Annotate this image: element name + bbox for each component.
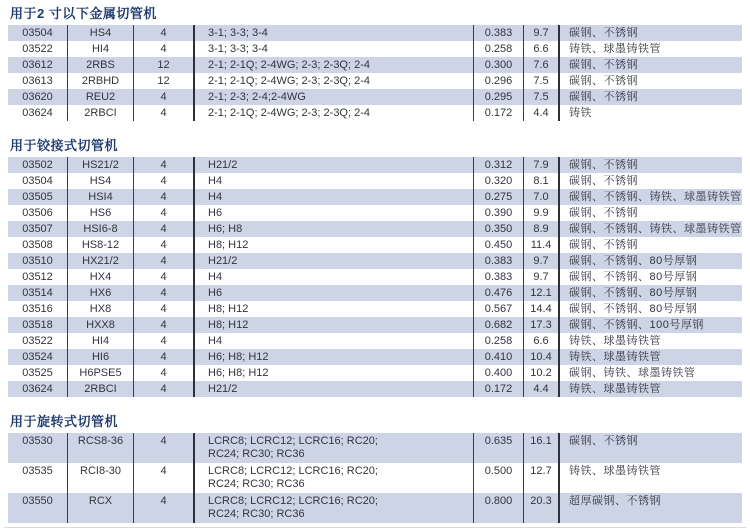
cell-weight-lb: 0.635 (473, 433, 523, 463)
cell-pack-qty: 4 (133, 105, 193, 121)
cell-model: HX8 (67, 301, 133, 317)
table-row (8, 365, 742, 381)
cell-model: 2RBHD (67, 73, 133, 89)
cell-fits-machines: LCRC8; LCRC12; LCRC16; RC20; RC24; RC30; RC36 (193, 433, 473, 463)
page-bottom-edge (4, 527, 746, 528)
table-row (8, 301, 742, 317)
cell-weight-lb: 0.300 (473, 57, 523, 73)
cell-weight-kg: 9.7 (523, 269, 558, 285)
cell-item-number: 03525 (22, 366, 53, 379)
table-row (8, 269, 742, 285)
table-row (8, 89, 742, 105)
table-section (8, 6, 742, 121)
table-row (8, 253, 742, 269)
cell-item-number: 03502 (22, 158, 53, 171)
cell-fits-machines: 3-1; 3-3; 3-4 (193, 41, 473, 57)
cell-pack-qty: 4 (133, 253, 193, 269)
cell-item-number: 03522 (22, 42, 53, 55)
cell-materials: 碳钢、不锈钢 (558, 157, 742, 173)
cell-fits-machines: 2-1; 2-1Q; 2-4WG; 2-3; 2-3Q; 2-4 (193, 73, 473, 89)
cell-pack-qty: 4 (133, 89, 193, 105)
cell-materials: 碳钢、不锈钢、铸铁、球墨铸铁管 (558, 189, 742, 205)
cell-weight-lb: 0.383 (473, 25, 523, 41)
cell-weight-kg: 6.6 (523, 41, 558, 57)
cell-model: HX6 (67, 285, 133, 301)
cell-weight-kg: 9.7 (523, 25, 558, 41)
cell-pack-qty: 4 (133, 333, 193, 349)
cell-materials: 碳钢、不锈钢、80号厚钢 (558, 285, 742, 301)
cell-pack-qty: 4 (133, 173, 193, 189)
cell-weight-lb: 0.295 (473, 89, 523, 105)
cell-pack-qty: 4 (133, 317, 193, 333)
cell-weight-kg: 12.1 (523, 285, 558, 301)
cell-weight-kg: 16.1 (523, 433, 558, 463)
table-row (8, 333, 742, 349)
cell-model: HX21/2 (67, 253, 133, 269)
cell-pack-qty: 4 (133, 25, 193, 41)
cell-model: 2RBS (67, 57, 133, 73)
cell-pack-qty: 4 (133, 189, 193, 205)
cell-weight-lb: 0.567 (473, 301, 523, 317)
cell-model: HXX8 (67, 317, 133, 333)
cell-item-number: 03530 (22, 435, 53, 447)
table-section (8, 414, 742, 523)
cell-model: HSI6-8 (67, 221, 133, 237)
cell-weight-kg: 17.3 (523, 317, 558, 333)
cell-model: HX4 (67, 269, 133, 285)
cell-model: 2RBCI (67, 381, 133, 397)
cell-weight-lb: 0.400 (473, 365, 523, 381)
cell-fits-machines: H21/2 (193, 381, 473, 397)
cell-materials: 碳钢、不锈钢 (558, 89, 742, 105)
cell-pack-qty: 12 (133, 57, 193, 73)
cell-pack-qty: 4 (133, 349, 193, 365)
cell-fits-machines: LCRC8; LCRC12; LCRC16; RC20; RC24; RC30; RC36 (193, 463, 473, 493)
cell-weight-kg: 10.4 (523, 349, 558, 365)
cell-weight-lb: 0.312 (473, 157, 523, 173)
cell-materials: 碳钢、不锈钢、80号厚钢 (558, 301, 742, 317)
table-row (8, 57, 742, 73)
cell-item-number: 03504 (22, 174, 53, 187)
table-row (8, 221, 742, 237)
cell-fits-machines: LCRC8; LCRC12; LCRC16; RC20; RC24; RC30; RC36 (193, 493, 473, 523)
cell-fits-machines: H4 (193, 269, 473, 285)
cell-weight-kg: 9.9 (523, 205, 558, 221)
cell-weight-kg: 7.9 (523, 157, 558, 173)
cell-weight-kg: 7.5 (523, 73, 558, 89)
cell-fits-machines: H8; H12 (193, 237, 473, 253)
cell-materials: 铸铁、球墨铸铁管 (558, 463, 742, 493)
cell-materials: 碳钢、不锈钢、100号厚钢 (558, 317, 742, 333)
cell-materials: 碳钢、不锈钢、80号厚钢 (558, 253, 742, 269)
cell-materials: 铸铁、球墨铸铁管 (558, 381, 742, 397)
cell-item-number: 03612 (22, 58, 53, 71)
table-row (8, 73, 742, 89)
cell-model: HS4 (67, 173, 133, 189)
cell-weight-lb: 0.350 (473, 221, 523, 237)
cell-model: RCI8-30 (67, 463, 133, 493)
cell-weight-kg: 8.9 (523, 221, 558, 237)
cell-materials: 碳钢、铸铁、球墨铸铁管 (558, 365, 742, 381)
cell-materials: 碳钢、不锈钢 (558, 205, 742, 221)
cell-model: H6PSE5 (67, 365, 133, 381)
cell-model: HI4 (67, 333, 133, 349)
cell-fits-machines: H6 (193, 205, 473, 221)
cell-pack-qty: 4 (133, 285, 193, 301)
cell-item-number: 03624 (22, 382, 53, 395)
cell-model: HS21/2 (67, 157, 133, 173)
cell-fits-machines: 3-1; 3-3; 3-4 (193, 25, 473, 41)
cell-pack-qty: 4 (133, 205, 193, 221)
cell-weight-lb: 0.383 (473, 253, 523, 269)
table-section (8, 138, 742, 397)
cell-weight-kg: 7.5 (523, 89, 558, 105)
cell-item-number: 03507 (22, 222, 53, 235)
cell-fits-machines: H6; H8 (193, 221, 473, 237)
cell-model: 2RBCI (67, 105, 133, 121)
cell-weight-kg: 12.7 (523, 463, 558, 493)
cell-materials: 铸铁、球墨铸铁管 (558, 349, 742, 365)
cell-weight-kg: 8.1 (523, 173, 558, 189)
cell-fits-machines: H4 (193, 333, 473, 349)
cell-fits-machines: 2-1; 2-1Q; 2-4WG; 2-3; 2-3Q; 2-4 (193, 57, 473, 73)
cell-materials: 碳钢、不锈钢、铸铁、球墨铸铁管 (558, 221, 742, 237)
cell-pack-qty: 4 (133, 237, 193, 253)
cell-pack-qty: 4 (133, 269, 193, 285)
cell-weight-kg: 7.0 (523, 189, 558, 205)
cell-weight-kg: 6.6 (523, 333, 558, 349)
cell-item-number: 03512 (22, 270, 53, 283)
parts-table (8, 433, 742, 523)
cell-pack-qty: 4 (133, 433, 193, 463)
table-row (8, 349, 742, 365)
cell-materials: 铸铁、球墨铸铁管 (558, 41, 742, 57)
cell-weight-lb: 0.296 (473, 73, 523, 89)
cell-weight-lb: 0.172 (473, 105, 523, 121)
table-row (8, 173, 742, 189)
cell-item-number: 03504 (22, 26, 53, 39)
cell-fits-machines: H21/2 (193, 253, 473, 269)
cell-model: HI4 (67, 41, 133, 57)
table-row (8, 381, 742, 397)
cell-pack-qty: 4 (133, 381, 193, 397)
table-row (8, 493, 742, 523)
cell-item-number: 03624 (22, 106, 53, 119)
table-row (8, 157, 742, 173)
cell-materials: 碳钢、不锈钢、80号厚钢 (558, 269, 742, 285)
cell-pack-qty: 4 (133, 221, 193, 237)
cell-fits-machines: H6; H8; H12 (193, 349, 473, 365)
cell-fits-machines: 2-1; 2-3; 2-4;2-4WG (193, 89, 473, 105)
section-title: 用于旋转式切管机 (10, 414, 119, 429)
cell-item-number: 03510 (22, 254, 53, 267)
cell-fits-machines: 2-1; 2-1Q; 2-4WG; 2-3; 2-3Q; 2-4 (193, 105, 473, 121)
cell-weight-kg: 4.4 (523, 381, 558, 397)
cell-fits-machines: H8; H12 (193, 301, 473, 317)
table-row (8, 463, 742, 493)
cell-weight-lb: 0.275 (473, 189, 523, 205)
cell-model: HS6 (67, 205, 133, 221)
cell-pack-qty: 12 (133, 73, 193, 89)
cell-weight-kg: 4.4 (523, 105, 558, 121)
table-row (8, 285, 742, 301)
cell-model: RCS8-36 (67, 433, 133, 463)
cell-materials: 碳钢、不锈钢 (558, 237, 742, 253)
cell-materials: 铸铁、球墨铸铁管 (558, 333, 742, 349)
cell-weight-lb: 0.682 (473, 317, 523, 333)
cell-model: HS8-12 (67, 237, 133, 253)
cell-fits-machines: H4 (193, 189, 473, 205)
cell-fits-machines: H6 (193, 285, 473, 301)
cell-weight-lb: 0.258 (473, 41, 523, 57)
cell-weight-lb: 0.258 (473, 333, 523, 349)
cell-weight-lb: 0.800 (473, 493, 523, 523)
table-row (8, 237, 742, 253)
cell-fits-machines: H4 (193, 173, 473, 189)
cell-weight-kg: 7.6 (523, 57, 558, 73)
cell-weight-kg: 10.2 (523, 365, 558, 381)
cell-item-number: 03508 (22, 238, 53, 251)
cell-weight-lb: 0.390 (473, 205, 523, 221)
cell-pack-qty: 4 (133, 41, 193, 57)
table-row (8, 317, 742, 333)
cell-item-number: 03505 (22, 190, 53, 203)
table-row (8, 205, 742, 221)
cell-materials: 碳钢、不锈钢 (558, 173, 742, 189)
section-title: 用于铰接式切管机 (10, 138, 119, 153)
cell-weight-kg: 11.4 (523, 237, 558, 253)
cell-fits-machines: H8; H12 (193, 317, 473, 333)
cell-fits-machines: H6; H8; H12 (193, 365, 473, 381)
cell-materials: 碳钢、不锈钢 (558, 73, 742, 89)
cell-materials: 碳钢、不锈钢 (558, 57, 742, 73)
cell-materials: 超厚碳钢、不锈钢 (558, 493, 742, 523)
cell-fits-machines: H21/2 (193, 157, 473, 173)
cell-model: HSI4 (67, 189, 133, 205)
table-row (8, 433, 742, 463)
table-row (8, 25, 742, 41)
cell-weight-lb: 0.500 (473, 463, 523, 493)
cell-item-number: 03550 (22, 495, 53, 507)
cell-weight-kg: 9.7 (523, 253, 558, 269)
parts-table (8, 25, 742, 121)
cell-item-number: 03535 (22, 465, 53, 477)
cell-materials: 碳钢、不锈钢 (558, 433, 742, 463)
cell-item-number: 03506 (22, 206, 53, 219)
cell-materials: 铸铁 (558, 105, 742, 121)
parts-table (8, 157, 742, 397)
cell-item-number: 03516 (22, 302, 53, 315)
cell-materials: 碳钢、不锈钢 (558, 25, 742, 41)
cell-item-number: 03518 (22, 318, 53, 331)
cell-weight-lb: 0.383 (473, 269, 523, 285)
cell-pack-qty: 4 (133, 493, 193, 523)
cell-pack-qty: 4 (133, 301, 193, 317)
cell-item-number: 03522 (22, 334, 53, 347)
cell-item-number: 03514 (22, 286, 53, 299)
cell-pack-qty: 4 (133, 365, 193, 381)
cell-weight-lb: 0.476 (473, 285, 523, 301)
cell-item-number: 03613 (22, 74, 53, 87)
cell-pack-qty: 4 (133, 463, 193, 493)
cell-weight-lb: 0.320 (473, 173, 523, 189)
section-title: 用于2 寸以下金属切管机 (10, 6, 157, 21)
cell-weight-lb: 0.172 (473, 381, 523, 397)
table-row (8, 41, 742, 57)
cell-weight-lb: 0.450 (473, 237, 523, 253)
cell-weight-kg: 20.3 (523, 493, 558, 523)
cell-weight-lb: 0.410 (473, 349, 523, 365)
cell-model: HS4 (67, 25, 133, 41)
cell-pack-qty: 4 (133, 157, 193, 173)
cell-model: HI6 (67, 349, 133, 365)
cell-model: REU2 (67, 89, 133, 105)
table-row (8, 105, 742, 121)
cell-model: RCX (67, 493, 133, 523)
cell-item-number: 03620 (22, 90, 53, 103)
cell-weight-kg: 14.4 (523, 301, 558, 317)
table-row (8, 189, 742, 205)
cell-item-number: 03524 (22, 350, 53, 363)
